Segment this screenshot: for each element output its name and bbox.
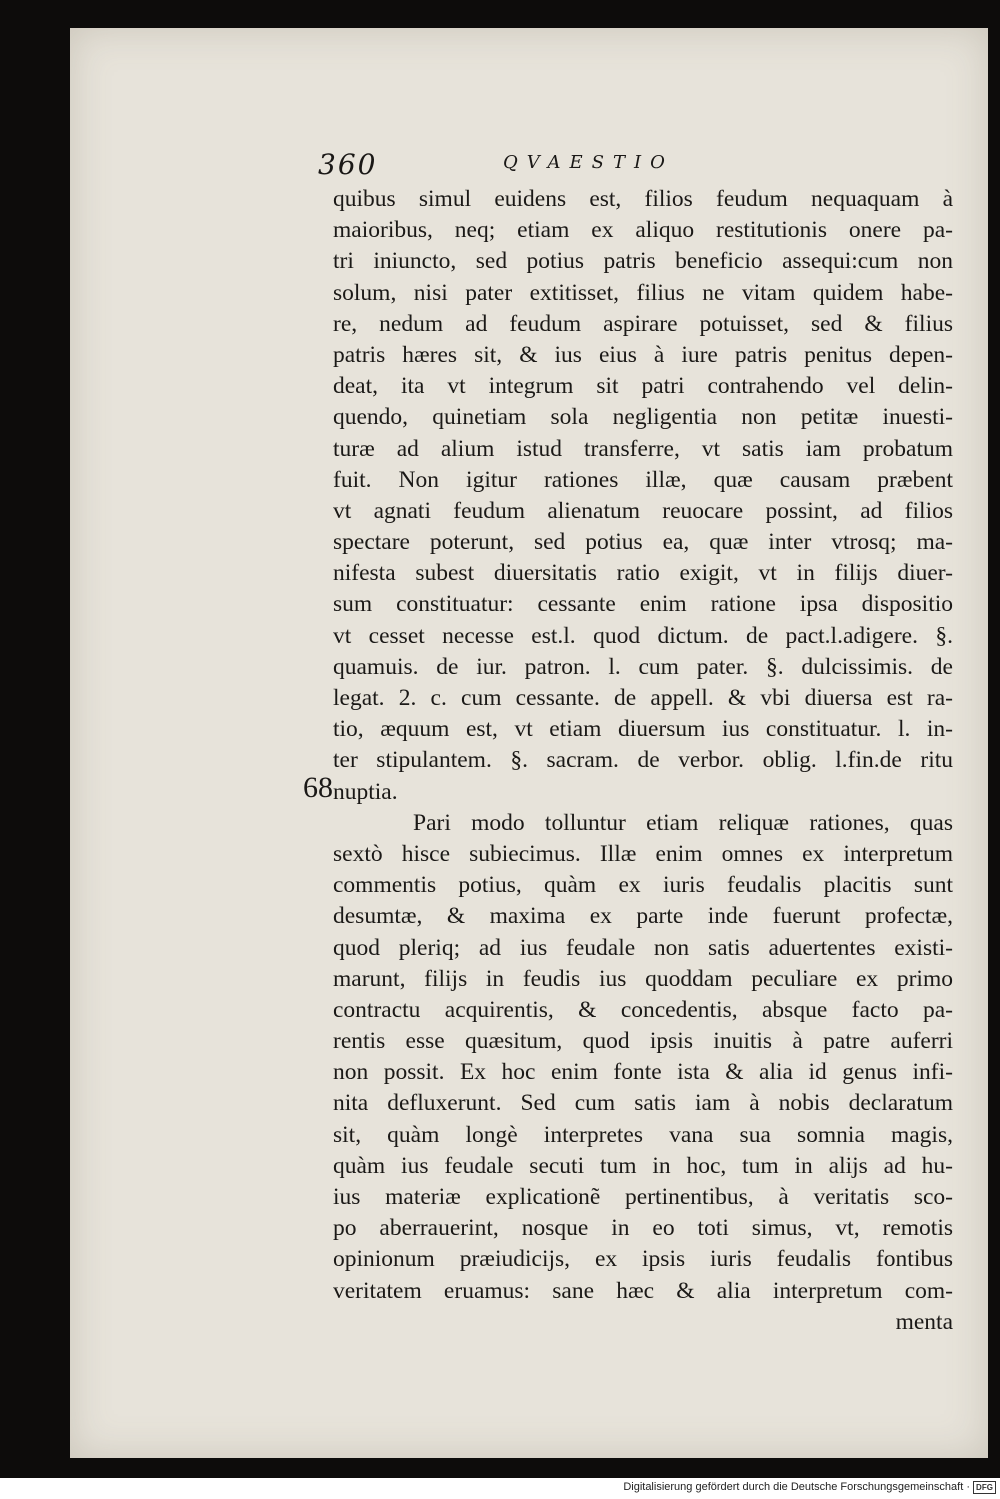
funding-credit: Digitalisierung gefördert durch die Deutsche Forschungsgemeinschaft ·	[623, 1481, 970, 1493]
text-line: spectare poterunt, sed potius ea, quæ inter vtrosq; ma-	[333, 529, 953, 556]
text-line: rentis esse quæsitum, quod ipsis inuitis à patre auferri	[333, 1028, 953, 1055]
text-line: sum constituatur: cessante enim ratione ipsa dispositio	[333, 591, 953, 618]
text-line: vt agnati feudum alienatum reuocare possint, ad filios	[333, 497, 953, 524]
text-line: sextò hisce subiecimus. Illæ enim omnes ex interpretum	[333, 840, 953, 867]
page-number: 360	[318, 148, 378, 181]
text-line: po aberrauerint, nosque in eo toti simus, vt, remotis	[333, 1215, 953, 1242]
text-line: opinionum præiudicijs, ex ipsis iuris feudalis fontibus	[333, 1246, 953, 1273]
text-line: quàm ius feudale secuti tum in hoc, tum in alijs ad hu-	[333, 1152, 953, 1179]
text-line: turæ ad alium istud transferre, vt satis iam probatum	[333, 435, 953, 462]
text-line: ius materiæ explicationẽ pertinentibus, à veritatis sco-	[333, 1184, 953, 1210]
text-line: quendo, quinetiam sola negligentia non petitæ inuesti-	[333, 404, 953, 431]
text-line: nifesta subest diuersitatis ratio exigit, vt in filijs diuer-	[333, 560, 953, 587]
margin-paragraph-number: 68	[303, 771, 333, 804]
text-line: non possit. Ex hoc enim fonte ista & alia id genus infi-	[333, 1059, 953, 1086]
text-line: marunt, filijs in feudis ius quoddam peculiare ex primo	[333, 965, 953, 992]
text-line: solum, nisi pater extitisset, filius ne vitam quidem habe-	[333, 279, 953, 306]
text-line: desumtæ, & maxima ex parte inde fuerunt profectæ,	[333, 903, 953, 930]
text-line: commentis potius, quàm ex iuris feudalis placitis sunt	[333, 872, 953, 899]
text-line: nuptia.	[333, 778, 398, 805]
text-line: Pari modo tolluntur etiam reliquæ rationes, quas	[413, 809, 953, 836]
text-line: legat. 2. c. cum cessante. de appell. & vbi diuersa est ra-	[333, 685, 953, 711]
catchword: menta	[895, 1308, 953, 1335]
text-line: tri iniuncto, sed potius patris beneficio assequi:cum non	[333, 248, 953, 275]
body-text	[333, 184, 953, 1338]
text-line: sit, quàm longè interpretes vana sua somnia magis,	[333, 1121, 953, 1148]
text-line: quibus simul euidens est, filios feudum nequaquam à	[333, 186, 953, 212]
page-header	[318, 148, 838, 180]
text-line: nita defluxerunt. Sed cum satis iam à nobis declaratum	[333, 1090, 953, 1117]
text-line: veritatem eruamus: sane hæc & alia interpretum com-	[333, 1277, 953, 1304]
text-line: contractu acquirentis, & concedentis, absque facto pa-	[333, 996, 953, 1023]
text-line: quamuis. de iur. patron. l. cum pater. §. dulcissimis. de	[333, 653, 953, 680]
footer-bar	[0, 1478, 1000, 1499]
text-line: vt cesset necesse est.l. quod dictum. de pact.l.adigere. §.	[333, 622, 953, 649]
text-line: deat, ita vt integrum sit patri contrahendo vel delin-	[333, 373, 953, 400]
text-line: re, nedum ad feudum aspirare potuisset, sed & filius	[333, 310, 953, 337]
text-line: quod pleriq; ad ius feudale non satis aduertentes existi-	[333, 934, 953, 961]
text-line: maioribus, neq; etiam ex aliquo restitutionis onere pa-	[333, 217, 953, 244]
text-line: ter stipulantem. §. sacram. de verbor. oblig. l.fin.de ritu	[333, 747, 953, 774]
text-line: fuit. Non igitur rationes illæ, quæ causam præbent	[333, 466, 953, 493]
running-head: QVAESTIO	[503, 152, 674, 173]
text-line: patris hæres sit, & ius eius à iure patris penitus depen-	[333, 341, 953, 368]
dfg-logo-icon: DFG	[973, 1481, 996, 1494]
text-line: tio, æquum est, vt etiam diuersum ius constituatur. l. in-	[333, 716, 953, 743]
